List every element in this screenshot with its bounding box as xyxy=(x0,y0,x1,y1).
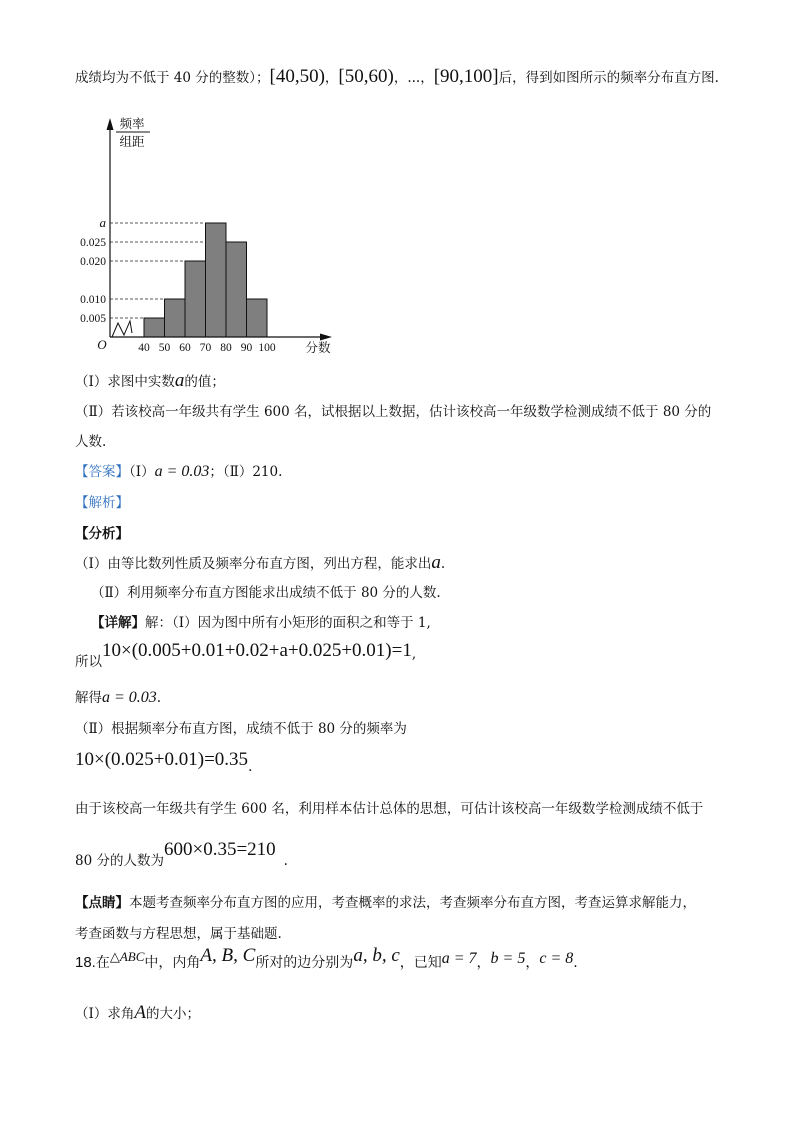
x-tick-label: 70 xyxy=(199,342,212,354)
sep: ， xyxy=(476,955,491,971)
eq4-prefix: 80 分的人数为 xyxy=(75,853,164,869)
origin-label: O xyxy=(97,337,107,352)
q18-text-c: 所对的边分别为 xyxy=(255,955,354,971)
histogram-bar xyxy=(185,261,206,337)
eq1-prefix: 所以 xyxy=(75,654,102,670)
q18-1-end: 的大小； xyxy=(145,1006,200,1022)
eq3-math: 10×(0.025+0.01)=0.35 xyxy=(75,749,249,770)
y-axis-label-numerator: 频率 xyxy=(119,117,145,131)
eq2-post: . xyxy=(156,690,162,706)
q18-text-b: 中，内角 xyxy=(144,955,201,971)
intro-line xyxy=(75,67,719,88)
angles-abc: A, B, C xyxy=(200,945,256,966)
y-tick-label: a xyxy=(99,215,106,230)
histogram-bar xyxy=(165,299,186,337)
equation-3 xyxy=(75,749,253,775)
dianjing-line-2: 考查函数与方程思想，属于基础题. xyxy=(75,926,282,942)
fenxi-1-end: . xyxy=(440,556,446,572)
dianjing-tag: 【点睛】 xyxy=(75,895,129,911)
part2-line: （Ⅱ）根据频率分布直方图，成绩不低于 80 分的频率为 xyxy=(75,721,407,737)
interval-50-60: [50,60) xyxy=(338,66,394,87)
eq3-post: . xyxy=(248,759,253,775)
eq2-prefix: 解得 xyxy=(75,690,102,706)
question-1 xyxy=(75,371,225,392)
question-18-1 xyxy=(75,1003,200,1024)
answer-part1-label: （Ⅰ） xyxy=(129,464,155,480)
var-a: a xyxy=(431,552,441,573)
estimation-line: 由于该校高一年级共有学生 600 名，利用样本估计总体的思想，可估计该校高一年级数学检测成绩不低于 xyxy=(75,801,704,817)
axis-break xyxy=(112,321,132,337)
equation-1 xyxy=(75,640,417,670)
fenxi-tag: 【分析】 xyxy=(75,526,129,542)
detail-line xyxy=(91,613,431,633)
question-2 xyxy=(75,402,711,422)
answer-part2: ；（Ⅱ）210. xyxy=(209,464,283,480)
interval-90-100: [90,100] xyxy=(433,66,499,87)
q18-text-d: ，已知 xyxy=(399,955,442,971)
x-tick-label: 60 xyxy=(179,342,191,354)
y-axis-label-denominator: 组距 xyxy=(119,135,145,149)
q1-text-end: 的值； xyxy=(184,374,225,390)
given-a: a = 7 xyxy=(441,950,477,967)
x-tick-label: 90 xyxy=(240,342,253,354)
eq4-post: . xyxy=(283,853,288,869)
given-b: b = 5 xyxy=(490,950,526,967)
x-tick-label: 50 xyxy=(158,342,171,354)
fenxi-1-text: （Ⅰ）由等比数列性质及频率分布直方图，列出方程，能求出 xyxy=(75,556,432,572)
histogram-bar xyxy=(247,299,268,337)
q18-text-a: 在 xyxy=(95,955,110,971)
intro-text: 成绩均为不低于 40 分的整数）； xyxy=(75,70,270,86)
given-c: c = 8 xyxy=(539,950,574,967)
fenxi-line-1 xyxy=(75,553,445,574)
equation-4 xyxy=(75,839,288,869)
detail-text: 解：（Ⅰ）因为图中所有小矩形的面积之和等于 1, xyxy=(145,615,431,631)
q18-end: . xyxy=(573,955,578,971)
sides-abc: a, b, c xyxy=(353,945,400,966)
question-number: 18. xyxy=(75,954,96,971)
eq1-post: , xyxy=(411,646,417,662)
sep: ， xyxy=(525,955,540,971)
fenxi-line-2: （Ⅱ）利用频率分布直方图能求出成绩不低于 80 分的人数. xyxy=(91,585,441,601)
question-18 xyxy=(75,945,578,973)
histogram-bar xyxy=(226,242,247,337)
y-tick-label: 0.020 xyxy=(80,256,106,268)
var-a: a xyxy=(174,370,185,391)
q18-1-text: （Ⅰ）求角 xyxy=(75,1006,135,1022)
sep: ， xyxy=(324,70,339,86)
x-tick-label: 100 xyxy=(258,342,276,354)
detail-tag: 【详解】 xyxy=(91,615,145,631)
question-2-cont xyxy=(75,432,106,452)
x-axis-arrow xyxy=(320,334,332,341)
triangle-abc: △ABC xyxy=(109,949,145,964)
answer-line xyxy=(75,462,282,482)
x-tick-label: 80 xyxy=(220,342,232,354)
y-axis-arrow xyxy=(107,118,114,130)
dianjing-line-1 xyxy=(75,893,696,913)
q1-text: （Ⅰ）求图中实数 xyxy=(75,374,175,390)
q2-text: （Ⅱ）若该校高一年级共有学生 600 名，试根据以上数据，估计该校高一年级数学检测成绩不低于 80 分的 xyxy=(75,404,712,420)
y-tick-label: 0.005 xyxy=(80,313,106,325)
histogram-bar xyxy=(144,318,165,337)
interval-40-50: [40,50) xyxy=(269,66,325,87)
dianjing-text: 本题考查频率分布直方图的应用，考查概率的求法，考查频率分布直方图，考查运算求解能力， xyxy=(129,895,696,911)
histogram-bar xyxy=(206,223,227,337)
eq1-math: 10×(0.005+0.01+0.02+a+0.025+0.01)=1 xyxy=(102,640,412,661)
analysis-tag: 【解析】 xyxy=(75,495,129,511)
q2-text-cont: 人数. xyxy=(75,434,107,450)
eq2-math: a = 0.03 xyxy=(102,689,157,706)
eq4-math: 600×0.35=210 xyxy=(163,839,276,860)
var-A: A xyxy=(134,1002,146,1023)
sep: ，...， xyxy=(393,70,434,86)
frequency-histogram xyxy=(68,112,348,362)
answer-a-value: a = 0.03 xyxy=(154,463,210,480)
x-tick-label: 40 xyxy=(138,342,150,354)
y-tick-label: 0.010 xyxy=(80,294,106,306)
equation-2 xyxy=(75,688,161,708)
y-tick-label: 0.025 xyxy=(80,237,106,249)
x-axis-label: 分数 xyxy=(305,341,331,355)
intro-text-end: 后，得到如图所示的频率分布直方图. xyxy=(498,70,719,86)
answer-tag: 【答案】 xyxy=(75,464,129,480)
